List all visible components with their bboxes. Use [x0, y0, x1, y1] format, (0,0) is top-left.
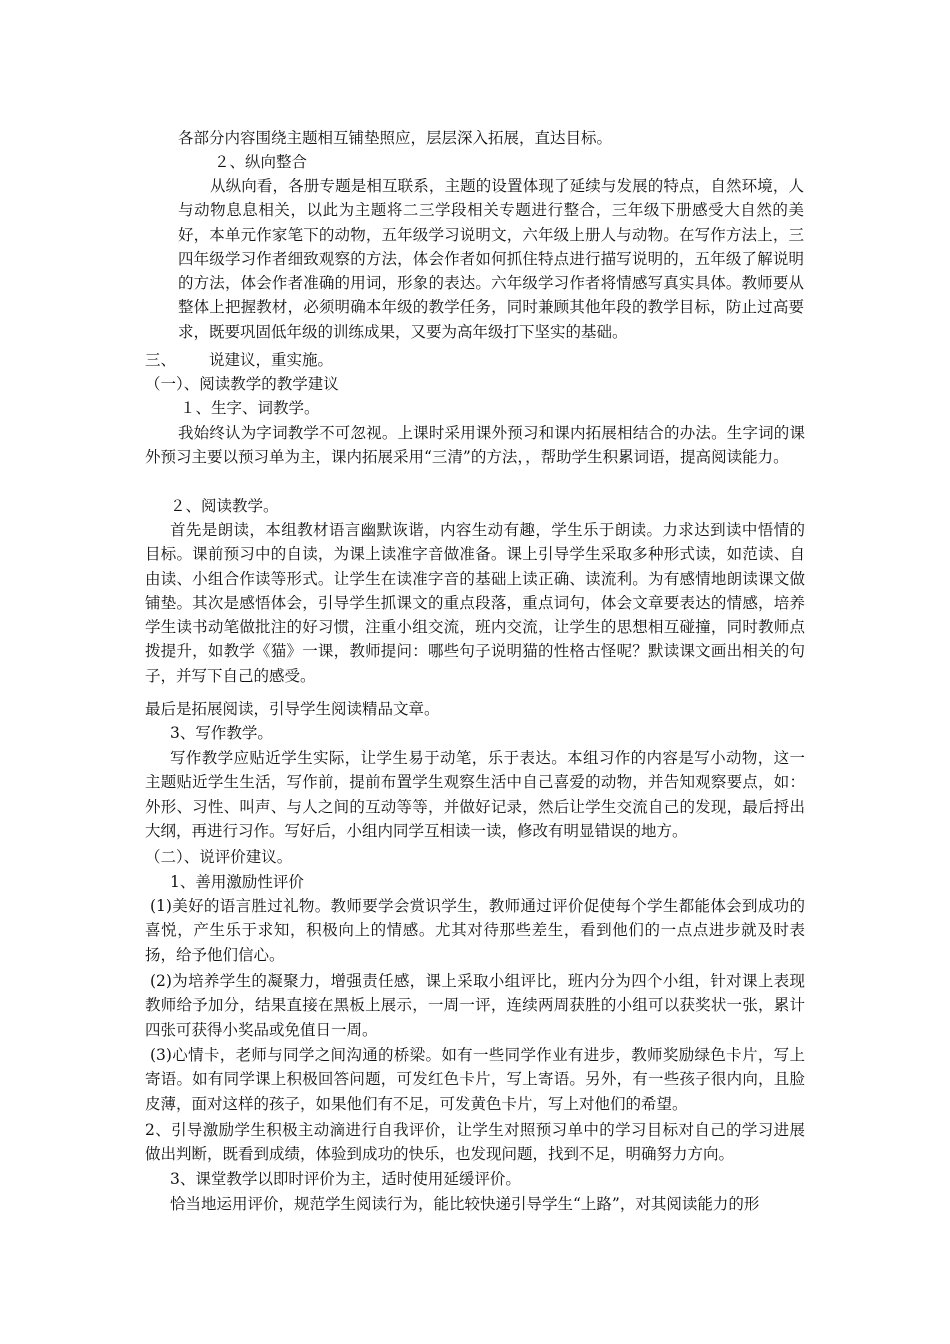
paragraph-self-evaluation: 2、引导激励学生积极主动滴进行自我评价，让学生对照预习单中的学习目标对自己的学习进展做出判断，既看到成绩，体验到成功的快乐，也发现问题，找到不足，明确努力方向。 [145, 1121, 805, 1164]
paragraph-extended-reading: 最后是拓展阅读，引导学生阅读精品文章。 [145, 700, 440, 718]
subheading-incentive-evaluation: 1、善用激励性评价 [170, 873, 304, 891]
paragraph-vocabulary: 我始终认为字词教学不可忽视。上课时采用课外预习和课内拓展相结合的办法。生字词的课外预习主要以预习单为主，课内拓展采用“三清”的方法，，帮助学生积累词语，提高阅读能力。 [145, 424, 805, 467]
section-heading-three [145, 348, 333, 372]
paragraph-evaluation-1: (1)美好的语言胜过礼物。教师要学会赏识学生，教师通过评价促使每个学生都能体会到成功的喜悦，产生乐于求知，积极向上的情感。尤其对待那些差生，看到他们的一点点进步就及时表扬，给予他们信心。 [145, 897, 805, 964]
paragraph-evaluation-3: (3)心情卡，老师与同学之间沟通的桥梁。如有一些同学作业有进步，教师奖励绿色卡片，写上寄语。如有同学课上积极回答问题，可发红色卡片，写上寄语。另外，有一些孩子很内向，且脸皮薄，面对这样的孩子，如果他们有不足，可发黄色卡片，写上对他们的希望。 [145, 1046, 805, 1113]
subheading-writing: 3、写作教学。 [170, 724, 273, 742]
subheading-evaluation: （二）、说评价建议。 [145, 848, 293, 866]
paragraph-final: 恰当地运用评价，规范学生阅读行为，能比较快递引导学生“上路”，对其阅读能力的形 [170, 1195, 760, 1213]
paragraph-continuation: 各部分内容围绕主题相互铺垫照应，层层深入拓展，直达目标。 [178, 129, 613, 147]
section-heading-text: 说建议，重实施。 [209, 351, 334, 369]
subheading-reading-suggestions: （一）、阅读教学的教学建议 [145, 375, 339, 393]
paragraph-evaluation-2: (2)为培养学生的凝聚力，增强责任感，课上采取小组评比，班内分为四个小组，针对课上表现教师给予加分，结果直接在黑板上展示，一周一评，连续两周获胜的小组可以获奖状一张，累计四张可获得小奖品或免值日一周。 [145, 972, 805, 1039]
subheading-vertical-integration: ２、纵向整合 [214, 153, 308, 171]
paragraph-reading: 首先是朗读，本组教材语言幽默诙谐，内容生动有趣，学生乐于朗读。力求达到读中悟情的目标。课前预习中的自读，为课上读准字音做准备。课上引导学生采取多种形式读，如范读、自由读、小组合作读等形式。让学生在读准字音的基础上读正确、读流利。为有感情地朗读课文做铺垫。其次是感悟体会，引导学生抓课文的重点段落，重点词句，体会文章要表达的情感，培养学生读书动笔做批注的好习惯，注重小组交流，班内交流，让学生的思想相互碰撞，同时教师点拨提升，如教学《猫》一课，教师提问：哪些句子说明猫的性格古怪呢？默读课文画出相关的句子，并写下自己的感受。 [145, 521, 805, 685]
subheading-instant-evaluation: 3、课堂教学以即时评价为主，适时使用延缓评价。 [170, 1170, 521, 1188]
paragraph-vertical-integration: 从纵向看，各册专题是相互联系，主题的设置体现了延续与发展的特点，自然环境，人与动物息息相关，以此为主题将二三学段相关专题进行整合，三年级下册感受大自然的美好，本单元作家笔下的动物，五年级学习说明文，六年级上册人与动物。在写作方法上，三四年级学习作者细致观察的方法，体会作者如何抓住特点进行描写说明的，五年级了解说明的方法，体会作者准确的用词，形象的表达。六年级学习作者将情感写真实具体。教师要从整体上把握教材，必须明确本年级的教学任务，同时兼顾其他年段的教学目标，防止过高要求，既要巩固低年级的训练成果，又要为高年级打下坚实的基础。 [178, 177, 804, 341]
subheading-vocabulary: １、生字、词教学。 [180, 399, 320, 417]
paragraph-writing: 写作教学应贴近学生实际，让学生易于动笔，乐于表达。本组习作的内容是写小动物，这一主题贴近学生生活，写作前，提前布置学生观察生活中自己喜爱的动物，并告知观察要点，如：外形、习性、叫声、与人之间的互动等等，并做好记录，然后让学生交流自己的发现，最后捋出大纲，再进行习作。写好后，小组内同学互相读一读，修改有明显错误的地方。 [145, 749, 805, 840]
subheading-reading: ２、阅读教学。 [170, 497, 279, 515]
section-heading-number: 三、 [145, 351, 177, 369]
